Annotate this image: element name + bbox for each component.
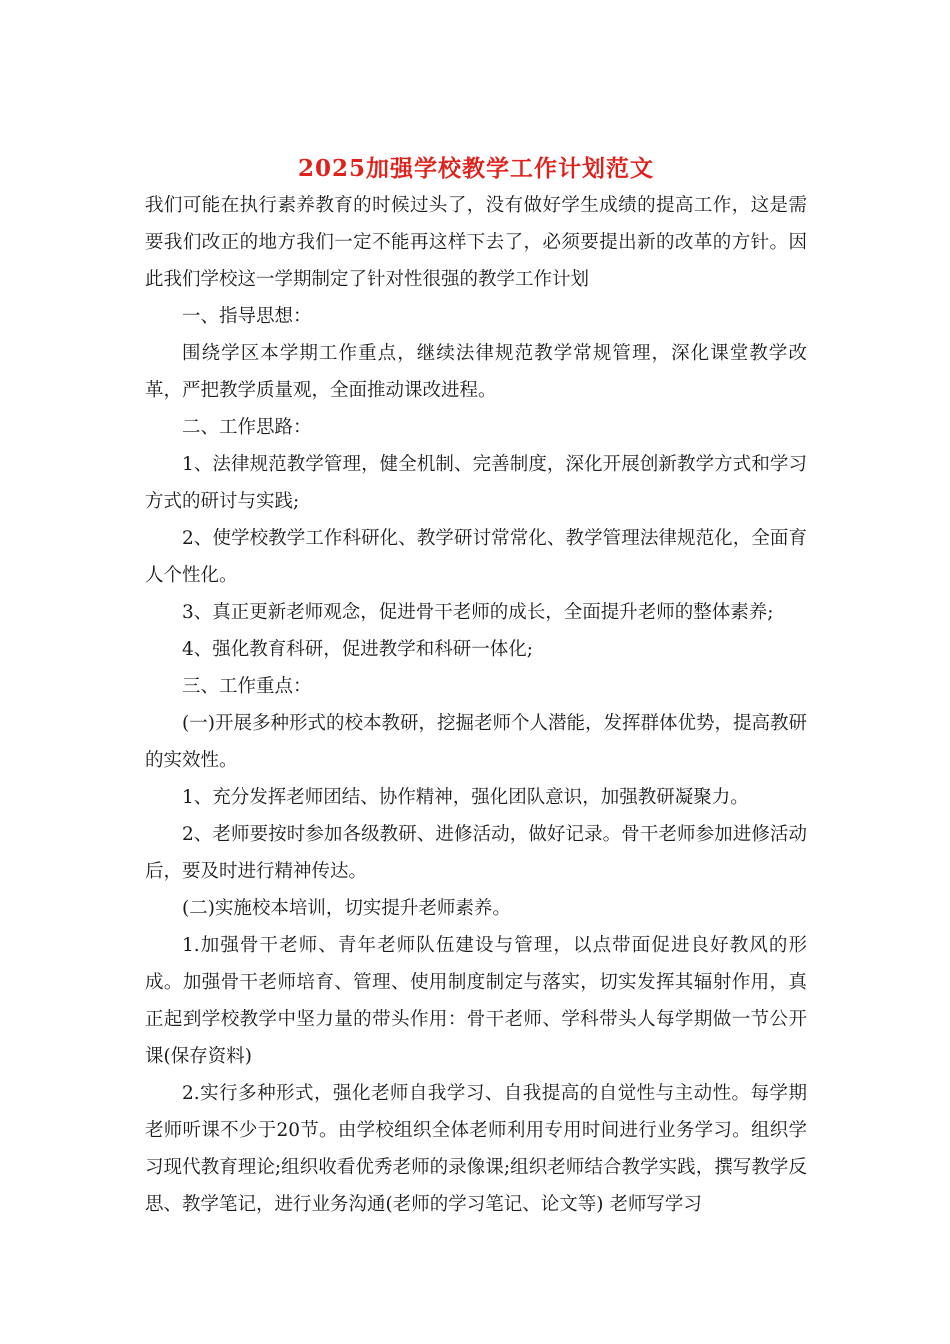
subsection-heading-school-training: (二)实施校本培训，切实提升老师素养。: [182, 898, 511, 919]
list-item-research-2: 2、老师要按时参加各级教研、进修活动，做好记录。骨干老师参加进修活动后，要及时进行精神传达。: [145, 824, 807, 882]
section-heading-work-focus: 三、工作重点：: [182, 676, 312, 697]
list-item-approach-3: 3、真正更新老师观念，促进骨干老师的成长，全面提升老师的整体素养;: [182, 602, 774, 623]
list-item-approach-2: 2、使学校教学工作科研化、教学研讨常常化、教学管理法律规范化，全面育人个性化。: [145, 528, 807, 586]
section-heading-work-approach: 二、工作思路：: [182, 417, 312, 438]
paragraph-intro: 我们可能在执行素养教育的时候过头了，没有做好学生成绩的提高工作，这是需要我们改正的地方我们一定不能再这样下去了，必须要提出新的改革的方针。因此我们学校这一学期制定了针对性很强的教学工作计划: [145, 195, 807, 290]
list-item-training-1: 1.加强骨干老师、青年老师队伍建设与管理，以点带面促进良好教风的形成。加强骨干老师培育、管理、使用制度制定与落实，切实发挥其辐射作用，真正起到学校教学中坚力量的带头作用：骨干老师、学科带头人每学期做一节公开课(保存资料): [145, 935, 807, 1067]
subsection-heading-school-research: (一)开展多种形式的校本教研，挖掘老师个人潜能，发挥群体优势，提高教研的实效性。: [145, 713, 807, 771]
section-heading-guiding-ideology: 一、指导思想：: [182, 306, 312, 327]
document-body: [145, 150, 807, 1223]
list-item-research-1: 1、充分发挥老师团结、协作精神，强化团队意识，加强教研凝聚力。: [182, 787, 749, 808]
list-item-approach-1: 1、法律规范教学管理，健全机制、完善制度，深化开展创新教学方式和学习方式的研讨与实践;: [145, 454, 807, 512]
document-title: 2025加强学校教学工作计划范文: [297, 155, 654, 182]
list-item-approach-4: 4、强化教育科研，促进教学和科研一体化;: [182, 639, 534, 660]
list-item-training-2: 2.实行多种形式，强化老师自我学习、自我提高的自觉性与主动性。每学期老师听课不少于20节。由学校组织全体老师利用专用时间进行业务学习。组织学习现代教育理论;组织收看优秀老师的录像课;组织老师结合教学实践，撰写教学反思、教学笔记，进行业务沟通(老师的学习笔记、论文等) 老师写学习: [145, 1083, 807, 1215]
paragraph-guiding-ideology: 围绕学区本学期工作重点，继续法律规范教学常规管理，深化课堂教学改革，严把教学质量观，全面推动课改进程。: [145, 343, 807, 401]
